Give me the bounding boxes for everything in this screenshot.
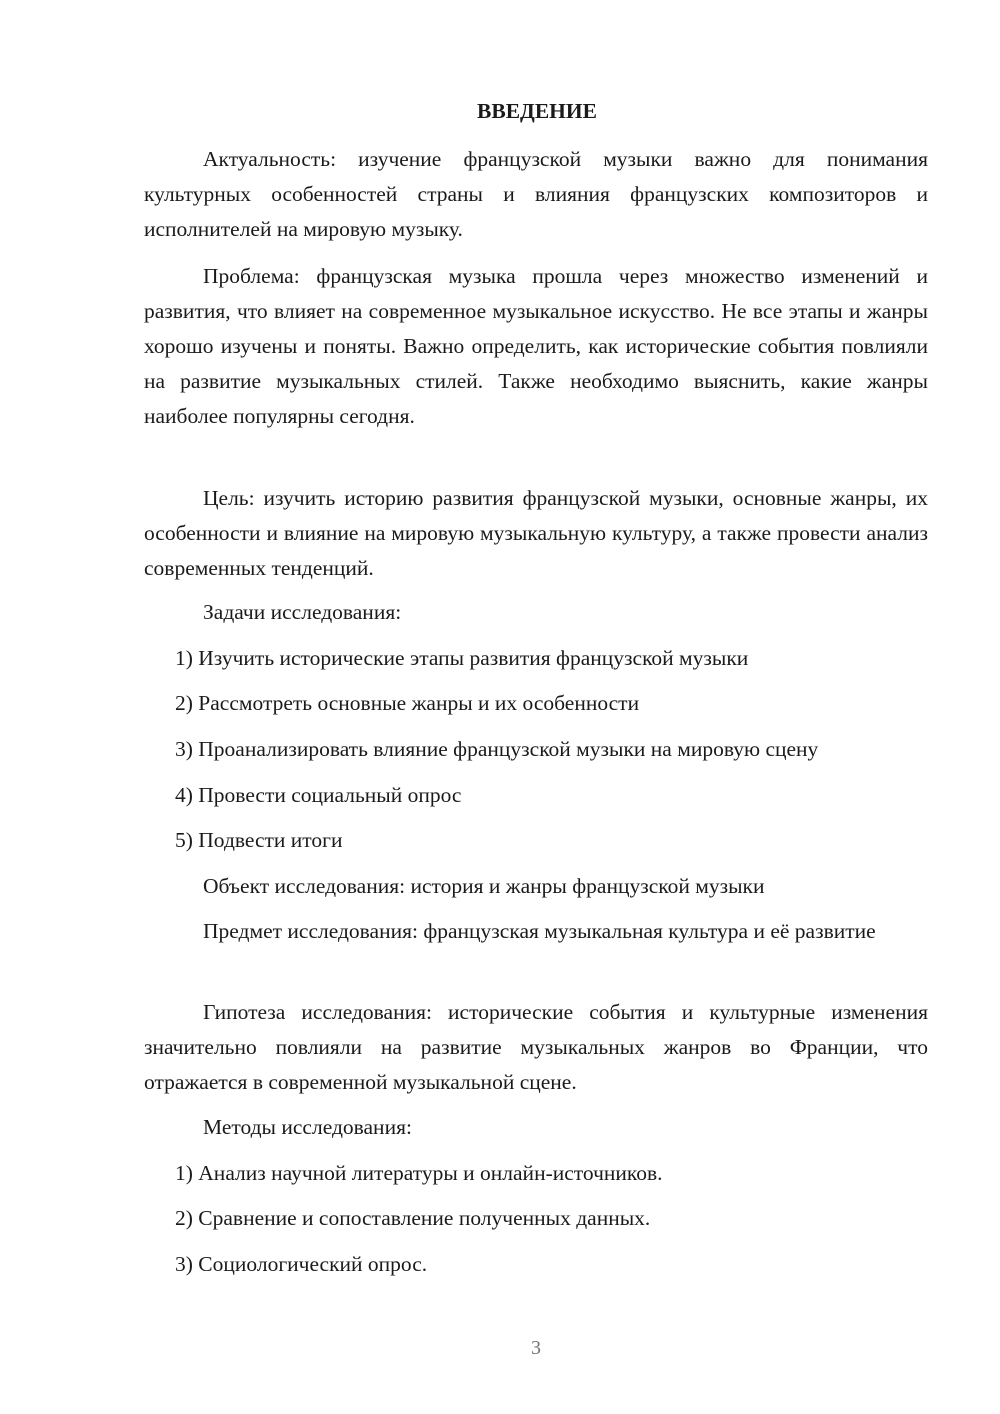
relevance-paragraph: Актуальность: изучение французской музыки важно для понимания культурных особенностей страны и влияния французских композиторов и исполнителей на мировую музыку. bbox=[144, 147, 928, 241]
task-item: 1) Изучить исторические этапы развития французской музыки bbox=[175, 646, 749, 670]
task-item: 4) Провести социальный опрос bbox=[175, 783, 462, 807]
object-line: Объект исследования: история и жанры французской музыки bbox=[203, 874, 765, 898]
method-item: 3) Социологический опрос. bbox=[175, 1252, 428, 1276]
tasks-title: Задачи исследования: bbox=[203, 600, 402, 624]
task-item: 3) Проанализировать влияние французской музыки на мировую сцену bbox=[175, 737, 819, 761]
section-heading: ВВЕДЕНИЕ bbox=[477, 99, 597, 123]
methods-title: Методы исследования: bbox=[203, 1115, 412, 1139]
method-item: 1) Анализ научной литературы и онлайн-источников. bbox=[175, 1161, 663, 1185]
method-item: 2) Сравнение и сопоставление полученных данных. bbox=[175, 1206, 651, 1230]
subject-paragraph: Предмет исследования: французская музыкальная культура и её развитие bbox=[203, 919, 876, 943]
problem-paragraph: Проблема: французская музыка прошла через множество изменений и развития, что влияет на современное музыкальное искусство. Не все этапы и жанры хорошо изучены и поняты. Важно определить, как исторические события повлияли на развитие музыкальных стилей. Также необходимо выяснить, какие жанры наиболее популярны сегодня. bbox=[144, 264, 928, 428]
hypothesis-paragraph: Гипотеза исследования: исторические события и культурные изменения значительно повлияли на развитие музыкальных жанров во Франции, что отражается в современной музыкальной сцене. bbox=[144, 1000, 928, 1094]
task-item: 5) Подвести итоги bbox=[175, 828, 343, 852]
goal-paragraph: Цель: изучить историю развития французской музыки, основные жанры, их особенности и влияние на мировую музыкальную культуру, а также провести анализ современных тенденций. bbox=[144, 486, 928, 580]
task-item: 2) Рассмотреть основные жанры и их особенности bbox=[175, 691, 640, 715]
page-number: 3 bbox=[531, 1337, 541, 1359]
